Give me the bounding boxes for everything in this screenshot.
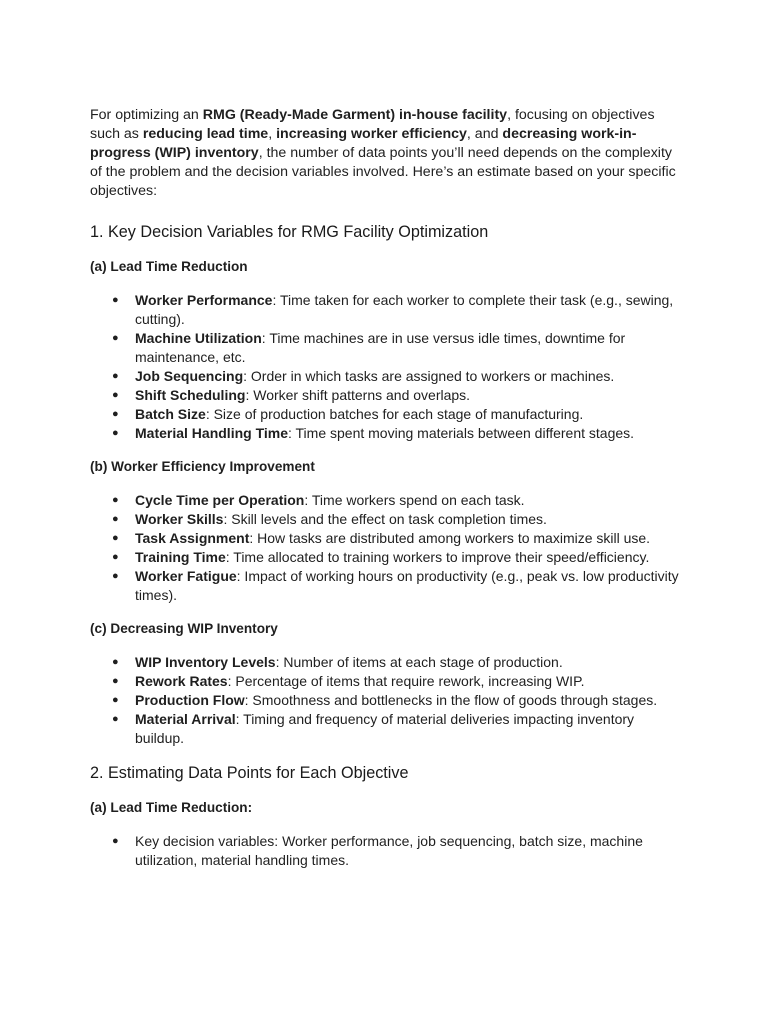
list-item-term: Shift Scheduling bbox=[135, 387, 246, 403]
list-item-text: : Time workers spend on each task. bbox=[304, 492, 525, 508]
bullet-icon: ● bbox=[112, 675, 119, 687]
bullet-list bbox=[90, 832, 682, 870]
list-item-term: Material Arrival bbox=[135, 711, 236, 727]
list-item-term: WIP Inventory Levels bbox=[135, 654, 276, 670]
intro-bold-phrase: increasing worker efficiency bbox=[276, 126, 467, 142]
list-item bbox=[90, 329, 682, 367]
bullet-list bbox=[90, 653, 682, 748]
list-item-text: : Smoothness and bottlenecks in the flow of goods through stages. bbox=[244, 692, 658, 708]
subsection-heading: (b) Worker Efficiency Improvement bbox=[90, 459, 315, 474]
bullet-icon: ● bbox=[112, 389, 119, 401]
list-item bbox=[90, 567, 682, 605]
list-item-text: : Skill levels and the effect on task completion times. bbox=[223, 511, 547, 527]
bullet-icon: ● bbox=[112, 570, 119, 582]
list-item-text: : Worker shift patterns and overlaps. bbox=[245, 387, 471, 403]
list-item bbox=[90, 653, 682, 672]
intro-text: , the number of data points you’ll need depends on the complexity of the problem and the decision variables involved. Here’s an estimate based on your specific objectives: bbox=[90, 145, 676, 199]
bullet-icon: ● bbox=[112, 694, 119, 706]
list-item-term: Batch Size bbox=[135, 406, 206, 422]
list-item-term: Task Assignment bbox=[135, 530, 250, 546]
list-item bbox=[90, 510, 682, 529]
list-item-text: Key decision variables: Worker performance, job sequencing, batch size, machine utilization, material handling times. bbox=[135, 833, 643, 868]
list-item-term: Cycle Time per Operation bbox=[135, 492, 305, 508]
bullet-icon: ● bbox=[112, 294, 119, 306]
list-item-text: : Size of production batches for each stage of manufacturing. bbox=[205, 406, 584, 422]
bullet-icon: ● bbox=[112, 427, 119, 439]
list-item bbox=[90, 710, 682, 748]
bullet-list bbox=[90, 291, 682, 443]
list-item bbox=[90, 291, 682, 329]
intro-text: , and bbox=[466, 126, 503, 142]
bullet-icon: ● bbox=[112, 332, 119, 344]
bullet-icon: ● bbox=[112, 713, 119, 725]
intro-bold-phrase: decreasing work-in-progress (WIP) inventory bbox=[90, 126, 637, 161]
document-body bbox=[90, 106, 682, 885]
list-item-text: : Impact of working hours on productivity (e.g., peak vs. low productivity times). bbox=[135, 568, 679, 603]
bullet-icon: ● bbox=[112, 551, 119, 563]
section-heading: 1. Key Decision Variables for RMG Facility Optimization bbox=[90, 223, 489, 241]
list-item bbox=[90, 491, 682, 510]
subsection-heading: (c) Decreasing WIP Inventory bbox=[90, 621, 278, 636]
bullet-list bbox=[90, 491, 682, 605]
list-item bbox=[90, 691, 682, 710]
list-item-term: Material Handling Time bbox=[135, 425, 288, 441]
list-item bbox=[90, 832, 682, 870]
intro-bold-phrase: RMG (Ready-Made Garment) in-house facility bbox=[202, 107, 508, 123]
list-item-text: : Time spent moving materials between different stages. bbox=[288, 425, 635, 441]
bullet-icon: ● bbox=[112, 370, 119, 382]
bullet-icon: ● bbox=[112, 513, 119, 525]
bullet-icon: ● bbox=[112, 408, 119, 420]
sections-container bbox=[90, 222, 682, 870]
bullet-icon: ● bbox=[112, 532, 119, 544]
list-item-term: Production Flow bbox=[135, 692, 245, 708]
list-item-text: : Timing and frequency of material deliveries impacting inventory buildup. bbox=[135, 711, 635, 746]
list-item bbox=[90, 548, 682, 567]
list-item-term: Worker Fatigue bbox=[135, 568, 237, 584]
list-item-text: : Number of items at each stage of production. bbox=[275, 654, 563, 670]
intro-text: , focusing on objectives such as bbox=[90, 107, 655, 142]
bullet-icon: ● bbox=[112, 656, 119, 668]
subsection-heading: (a) Lead Time Reduction bbox=[90, 259, 248, 274]
list-item-term: Job Sequencing bbox=[135, 368, 244, 384]
list-item-term: Machine Utilization bbox=[135, 330, 262, 346]
list-item bbox=[90, 672, 682, 691]
list-item-term: Training Time bbox=[135, 549, 226, 565]
intro-text: For optimizing an bbox=[90, 107, 203, 123]
intro-text: , bbox=[268, 126, 277, 142]
list-item bbox=[90, 367, 682, 386]
bullet-icon: ● bbox=[112, 494, 119, 506]
list-item-text: : Order in which tasks are assigned to workers or machines. bbox=[243, 368, 615, 384]
list-item-text: : Time taken for each worker to complete their task (e.g., sewing, cutting). bbox=[135, 292, 674, 327]
subsection-heading: (a) Lead Time Reduction: bbox=[90, 800, 253, 815]
list-item bbox=[90, 529, 682, 548]
list-item bbox=[90, 405, 682, 424]
list-item-text: : How tasks are distributed among workers to maximize skill use. bbox=[249, 530, 651, 546]
list-item bbox=[90, 386, 682, 405]
list-item-text: : Time allocated to training workers to improve their speed/efficiency. bbox=[225, 549, 650, 565]
section-heading: 2. Estimating Data Points for Each Objective bbox=[90, 764, 409, 782]
list-item bbox=[90, 424, 682, 443]
list-item-text: : Time machines are in use versus idle times, downtime for maintenance, etc. bbox=[135, 330, 626, 365]
list-item-term: Rework Rates bbox=[135, 673, 228, 689]
bullet-icon: ● bbox=[112, 835, 119, 847]
list-item-term: Worker Skills bbox=[135, 511, 224, 527]
list-item-term: Worker Performance bbox=[135, 292, 273, 308]
list-item-text: : Percentage of items that require rework, increasing WIP. bbox=[227, 673, 585, 689]
intro-bold-phrase: reducing lead time bbox=[142, 126, 269, 142]
intro-paragraph bbox=[90, 106, 682, 201]
